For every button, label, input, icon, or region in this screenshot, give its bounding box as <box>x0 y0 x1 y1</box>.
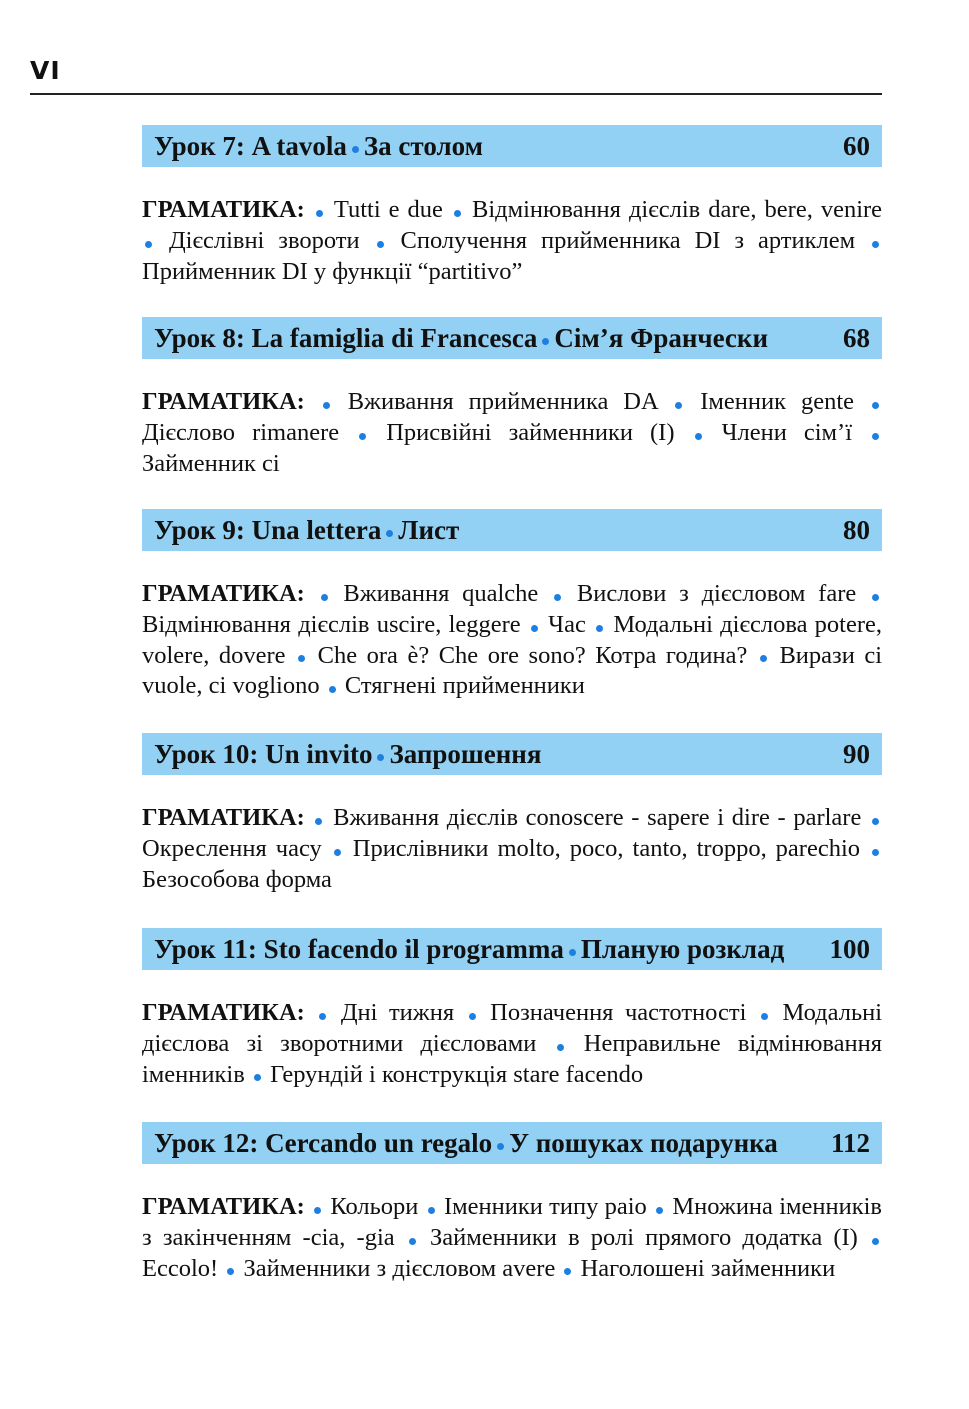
lesson-heading[interactable] <box>142 509 882 551</box>
grammar-topic: Герундій і конструкція stare facendo <box>270 1060 644 1088</box>
grammar-topic: Неправильне відмінювання іменників <box>142 1029 883 1088</box>
lesson-heading[interactable] <box>142 733 882 775</box>
grammar-topic: Tutti e due <box>333 196 443 223</box>
grammar-topic: Прислівники molto, poco, tanto, troppo, parechio <box>352 834 861 862</box>
bullet-dot-icon <box>872 241 879 248</box>
grammar-label: ГРАМАТИКА: <box>142 804 305 831</box>
grammar-label: ГРАМАТИКА: <box>142 580 305 607</box>
bullet-dot-icon <box>323 402 330 409</box>
lesson-heading[interactable] <box>142 317 882 359</box>
lesson-title-ukrainian: Запрошення <box>389 738 542 769</box>
table-of-contents <box>142 125 882 1302</box>
bullet-dot-icon <box>254 1074 261 1081</box>
lesson-title-italian: Урок 12: Cercando un regalo <box>154 1127 493 1158</box>
grammar-topic: Займенник ci <box>142 449 280 477</box>
grammar-topic: Che ora è? Che ore sono? Котра година? <box>317 641 748 669</box>
lesson-title-ukrainian: У пошуках подарунка <box>509 1127 778 1158</box>
lesson-title <box>154 934 830 965</box>
bullet-dot-icon <box>227 1268 234 1275</box>
lesson-title-ukrainian: Лист <box>398 514 460 545</box>
lesson-title-ukrainian: Сім’я Франчески <box>554 322 769 353</box>
lesson-page-number: 80 <box>843 514 870 545</box>
lesson-title <box>154 131 843 162</box>
grammar-topics <box>142 195 882 287</box>
grammar-topic: Кольори <box>330 1193 419 1220</box>
bullet-dot-icon <box>386 530 393 537</box>
lesson-heading[interactable] <box>142 125 882 167</box>
grammar-topics <box>142 579 882 702</box>
bullet-dot-icon <box>872 849 879 856</box>
grammar-topic: Модальні дієслова зі зворотними дієсловами <box>142 999 883 1057</box>
grammar-topic: Окреслення часу <box>142 834 322 862</box>
grammar-topic: Іменник gente <box>700 388 855 415</box>
grammar-label: ГРАМАТИКА: <box>142 196 305 223</box>
lesson-title <box>154 739 843 770</box>
grammar-topic: Займенники в ролі прямого додатка (I) <box>429 1223 858 1251</box>
bullet-dot-icon <box>298 655 305 662</box>
grammar-topic: Вислови з дієсловом fare <box>576 580 857 607</box>
grammar-topics <box>142 803 882 895</box>
page-number: VI <box>30 56 61 85</box>
bullet-dot-icon <box>872 594 879 601</box>
lesson-11 <box>142 928 882 1122</box>
grammar-topic: Вирази ci vuole, ci vogliono <box>142 641 883 700</box>
grammar-topic: Вживання прийменника DA <box>347 388 658 415</box>
lesson-title <box>154 515 843 546</box>
bullet-dot-icon <box>761 1013 768 1020</box>
grammar-topic: Множина іменників з закінченням -cia, -gia <box>142 1193 882 1251</box>
lesson-title <box>154 1128 831 1159</box>
grammar-topic: Займенники з дієсловом avere <box>243 1254 556 1282</box>
bullet-dot-icon <box>872 433 879 440</box>
lesson-title-italian: Урок 7: A tavola <box>154 130 347 161</box>
lesson-page-number: 112 <box>830 1127 870 1158</box>
grammar-topic: Іменники типу paio <box>443 1193 647 1220</box>
lesson-title-italian: Урок 9: Una lettera <box>154 514 382 545</box>
grammar-topic: Дні тижня <box>340 999 455 1026</box>
grammar-topic: Позначення частотності <box>490 999 747 1026</box>
lesson-title-italian: Урок 11: Sto facendo il programma <box>154 933 564 964</box>
bullet-dot-icon <box>872 818 879 825</box>
lesson-heading[interactable] <box>142 928 882 970</box>
grammar-topic: Дієслівні звороти <box>168 226 360 254</box>
bullet-dot-icon <box>334 849 341 856</box>
bullet-dot-icon <box>564 1268 571 1275</box>
grammar-topic: Безособова форма <box>142 865 332 893</box>
grammar-topics <box>142 1192 882 1284</box>
grammar-topic: Стягнені прийменники <box>344 672 585 700</box>
grammar-topic: Час <box>548 610 586 638</box>
grammar-topic: Eccolo! <box>142 1254 219 1282</box>
bullet-dot-icon <box>145 241 152 248</box>
lesson-title <box>154 323 843 354</box>
bullet-dot-icon <box>319 1013 326 1020</box>
grammar-topic: Члени сім’ї <box>721 418 853 446</box>
bullet-dot-icon <box>872 402 879 409</box>
grammar-label: ГРАМАТИКА: <box>142 999 305 1026</box>
bullet-dot-icon <box>352 146 359 153</box>
lesson-title-italian: Урок 10: Un invito <box>154 738 373 769</box>
bullet-dot-icon <box>469 1013 476 1020</box>
bullet-dot-icon <box>596 625 603 632</box>
lesson-title-ukrainian: Планую розклад <box>580 933 785 964</box>
lesson-7 <box>142 125 882 317</box>
grammar-topics <box>142 387 882 479</box>
bullet-dot-icon <box>428 1207 435 1214</box>
bullet-dot-icon <box>557 1044 564 1051</box>
lesson-title-ukrainian: За столом <box>363 130 483 161</box>
grammar-topic: Відмінювання дієслів uscire, leggere <box>142 610 521 638</box>
lesson-heading[interactable] <box>142 1122 882 1164</box>
bullet-dot-icon <box>675 402 682 409</box>
bullet-dot-icon <box>321 594 328 601</box>
lesson-page-number: 90 <box>843 738 870 769</box>
grammar-topic: Наголошені займенники <box>580 1254 836 1282</box>
grammar-topic: Вживання дієслів conoscere - sapere і dire - parlare <box>333 804 862 831</box>
grammar-topic: Прийменник DI у функції “partitivo” <box>142 257 523 285</box>
lesson-page-number: 60 <box>843 130 870 161</box>
lesson-8 <box>142 317 882 509</box>
lesson-9 <box>142 509 882 733</box>
bullet-dot-icon <box>409 1238 416 1245</box>
header-rule <box>30 93 882 95</box>
bullet-dot-icon <box>531 625 538 632</box>
grammar-topic: Вживання qualche <box>343 580 539 607</box>
bullet-dot-icon <box>695 433 702 440</box>
lesson-page-number: 100 <box>829 933 870 964</box>
bullet-dot-icon <box>314 1207 321 1214</box>
grammar-topic: Дієслово rimanere <box>142 418 340 446</box>
bullet-dot-icon <box>359 433 366 440</box>
bullet-dot-icon <box>760 655 767 662</box>
bullet-dot-icon <box>872 1238 879 1245</box>
grammar-topic: Модальні дієслова potere, volere, dovere <box>142 610 883 669</box>
bullet-dot-icon <box>569 949 576 956</box>
bullet-dot-icon <box>329 686 336 693</box>
bullet-dot-icon <box>497 1143 504 1150</box>
bullet-dot-icon <box>377 241 384 248</box>
bullet-dot-icon <box>315 818 322 825</box>
lesson-12 <box>142 1122 882 1302</box>
grammar-topic: Сполучення прийменника DI з артиклем <box>400 226 856 254</box>
grammar-label: ГРАМАТИКА: <box>142 1193 305 1220</box>
bullet-dot-icon <box>554 594 561 601</box>
bullet-dot-icon <box>542 338 549 345</box>
grammar-topic: Відмінювання дієслів dare, bere, venire <box>471 196 883 223</box>
grammar-label: ГРАМАТИКА: <box>142 388 305 415</box>
bullet-dot-icon <box>454 210 461 217</box>
bullet-dot-icon <box>656 1207 663 1214</box>
lesson-10 <box>142 733 882 928</box>
bullet-dot-icon <box>316 210 323 217</box>
grammar-topic: Присвійні займенники (I) <box>386 418 675 446</box>
lesson-page-number: 68 <box>843 322 870 353</box>
lesson-title-italian: Урок 8: La famiglia di Francesca <box>154 322 538 353</box>
grammar-topics <box>142 998 882 1090</box>
bullet-dot-icon <box>377 754 384 761</box>
